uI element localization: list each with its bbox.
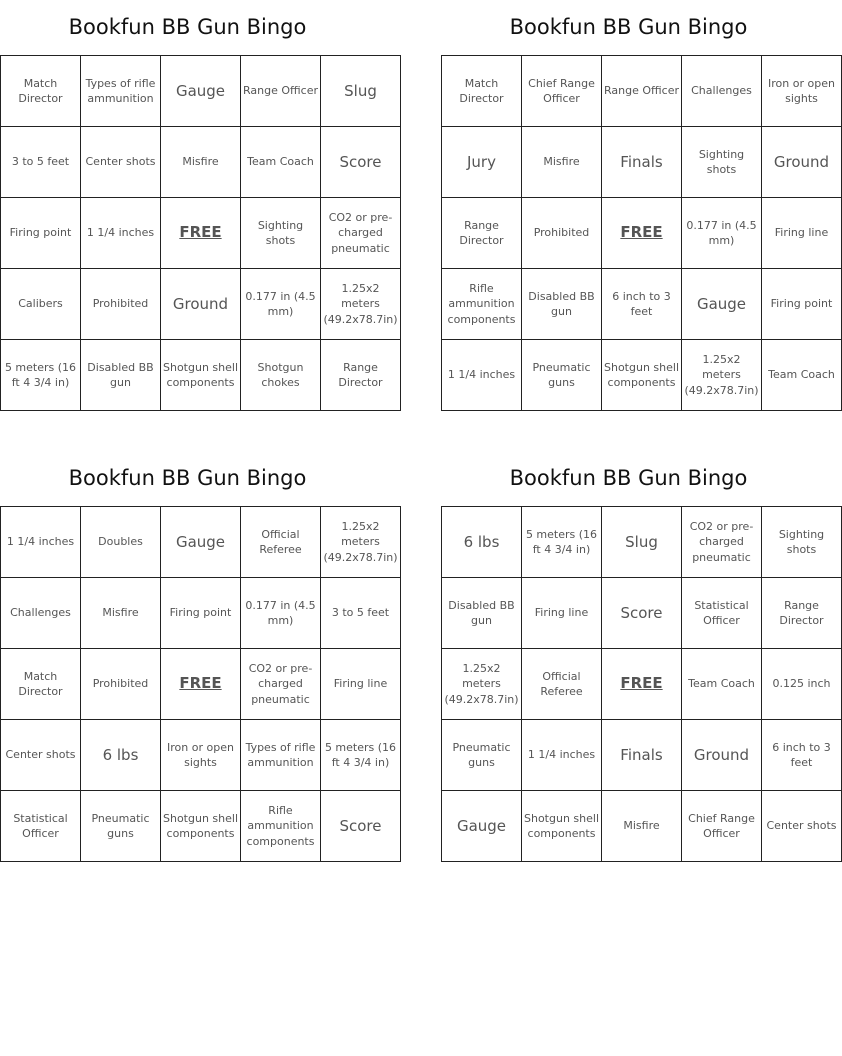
bingo-cell: CO2 or pre-charged pneumatic <box>241 649 321 720</box>
bingo-cell: Challenges <box>1 578 81 649</box>
card-title: Bookfun BB Gun Bingo <box>509 466 748 490</box>
bingo-cell: Gauge <box>161 507 241 578</box>
bingo-grid <box>441 506 842 862</box>
grid-row <box>1 507 401 578</box>
bingo-cell: Shotgun shell components <box>161 340 241 411</box>
bingo-cell: Types of rifle ammunition <box>81 56 161 127</box>
bingo-cell: Doubles <box>81 507 161 578</box>
bingo-cell: Center shots <box>1 720 81 791</box>
bingo-cell: Range Director <box>762 578 842 649</box>
bingo-cell: Match Director <box>1 56 81 127</box>
bingo-cell: 1.25x2 meters (49.2x78.7in) <box>442 649 522 720</box>
bingo-cell: Pneumatic guns <box>81 791 161 862</box>
bingo-cell: 3 to 5 feet <box>1 127 81 198</box>
grid-row <box>442 578 842 649</box>
free-space: FREE <box>602 649 682 720</box>
bingo-cell: Team Coach <box>762 340 842 411</box>
grid-row <box>442 269 842 340</box>
bingo-cell: Gauge <box>161 56 241 127</box>
grid-row <box>442 340 842 411</box>
bingo-cell: Misfire <box>81 578 161 649</box>
bingo-cell: Iron or open sights <box>762 56 842 127</box>
grid-row <box>442 791 842 862</box>
bingo-cell: Jury <box>442 127 522 198</box>
free-space: FREE <box>161 198 241 269</box>
bingo-cell: Misfire <box>602 791 682 862</box>
bingo-cell: Slug <box>321 56 401 127</box>
bingo-cell: Official Referee <box>522 649 602 720</box>
bingo-cell: 1 1/4 inches <box>522 720 602 791</box>
bingo-cell: 1 1/4 inches <box>1 507 81 578</box>
bingo-cell: Range Director <box>321 340 401 411</box>
free-space: FREE <box>161 649 241 720</box>
grid-row <box>1 56 401 127</box>
bingo-cell: Score <box>602 578 682 649</box>
bingo-cell: Prohibited <box>81 269 161 340</box>
grid-row <box>442 720 842 791</box>
bingo-cell: Firing point <box>161 578 241 649</box>
card-title: Bookfun BB Gun Bingo <box>68 466 307 490</box>
bingo-cell: Misfire <box>522 127 602 198</box>
bingo-cell: Statistical Officer <box>682 578 762 649</box>
bingo-cell: 1 1/4 inches <box>442 340 522 411</box>
bingo-cell: 3 to 5 feet <box>321 578 401 649</box>
bingo-cell: Challenges <box>682 56 762 127</box>
bingo-cell: Disabled BB gun <box>81 340 161 411</box>
bingo-cell: 5 meters (16 ft 4 3/4 in) <box>522 507 602 578</box>
bingo-cell: 0.177 in (4.5 mm) <box>682 198 762 269</box>
grid-row <box>1 127 401 198</box>
grid-row <box>442 56 842 127</box>
bingo-cell: Rifle ammunition components <box>442 269 522 340</box>
grid-row <box>1 791 401 862</box>
grid-row <box>442 127 842 198</box>
bingo-cell: Score <box>321 127 401 198</box>
card-title: Bookfun BB Gun Bingo <box>68 15 307 39</box>
bingo-cell: CO2 or pre-charged pneumatic <box>682 507 762 578</box>
bingo-cell: Range Director <box>442 198 522 269</box>
bingo-cell: Ground <box>161 269 241 340</box>
bingo-cell: 1.25x2 meters (49.2x78.7in) <box>321 269 401 340</box>
grid-row <box>1 198 401 269</box>
bingo-grid <box>0 55 401 411</box>
bingo-cell: Firing line <box>321 649 401 720</box>
bingo-cell: Prohibited <box>81 649 161 720</box>
bingo-grid <box>0 506 401 862</box>
free-space: FREE <box>602 198 682 269</box>
bingo-cell: Range Officer <box>241 56 321 127</box>
bingo-cell: Ground <box>682 720 762 791</box>
bingo-cell: 6 lbs <box>442 507 522 578</box>
bingo-cell: 6 inch to 3 feet <box>762 720 842 791</box>
bingo-cell: Chief Range Officer <box>682 791 762 862</box>
bingo-cell: Firing line <box>762 198 842 269</box>
bingo-cell: Shotgun shell components <box>161 791 241 862</box>
bingo-cell: 0.125 inch <box>762 649 842 720</box>
bingo-cell: Match Director <box>442 56 522 127</box>
bingo-cell: Sighting shots <box>682 127 762 198</box>
bingo-cell: Chief Range Officer <box>522 56 602 127</box>
bingo-cell: 1.25x2 meters (49.2x78.7in) <box>682 340 762 411</box>
bingo-cell: Gauge <box>442 791 522 862</box>
bingo-cell: Statistical Officer <box>1 791 81 862</box>
bingo-cell: Sighting shots <box>762 507 842 578</box>
bingo-cell: Firing line <box>522 578 602 649</box>
card-title: Bookfun BB Gun Bingo <box>509 15 748 39</box>
bingo-cell: Team Coach <box>241 127 321 198</box>
bingo-cell: Shotgun shell components <box>602 340 682 411</box>
bingo-cell: Disabled BB gun <box>522 269 602 340</box>
bingo-cell: Team Coach <box>682 649 762 720</box>
bingo-cell: CO2 or pre-charged pneumatic <box>321 198 401 269</box>
bingo-cell: Range Officer <box>602 56 682 127</box>
bingo-grid <box>441 55 842 411</box>
bingo-cell: Shotgun shell components <box>522 791 602 862</box>
bingo-cell: Pneumatic guns <box>522 340 602 411</box>
grid-row <box>1 720 401 791</box>
bingo-cell: Official Referee <box>241 507 321 578</box>
bingo-cell: Calibers <box>1 269 81 340</box>
bingo-cell: Firing point <box>762 269 842 340</box>
bingo-cell: Ground <box>762 127 842 198</box>
bingo-cell: Disabled BB gun <box>442 578 522 649</box>
bingo-cell: 6 lbs <box>81 720 161 791</box>
bingo-cell: Rifle ammunition components <box>241 791 321 862</box>
bingo-cell: Center shots <box>762 791 842 862</box>
grid-row <box>1 649 401 720</box>
grid-row <box>442 198 842 269</box>
grid-row <box>442 649 842 720</box>
grid-row <box>1 578 401 649</box>
bingo-cell: Misfire <box>161 127 241 198</box>
bingo-cell: 1.25x2 meters (49.2x78.7in) <box>321 507 401 578</box>
bingo-cell: Sighting shots <box>241 198 321 269</box>
bingo-cell: Prohibited <box>522 198 602 269</box>
bingo-cell: Finals <box>602 127 682 198</box>
bingo-cell: Center shots <box>81 127 161 198</box>
bingo-cell: Shotgun chokes <box>241 340 321 411</box>
grid-row <box>1 340 401 411</box>
bingo-cell: Iron or open sights <box>161 720 241 791</box>
grid-row <box>1 269 401 340</box>
bingo-cell: Pneumatic guns <box>442 720 522 791</box>
grid-row <box>442 507 842 578</box>
bingo-cell: 1 1/4 inches <box>81 198 161 269</box>
bingo-cell: Slug <box>602 507 682 578</box>
bingo-cell: Match Director <box>1 649 81 720</box>
bingo-cell: Score <box>321 791 401 862</box>
bingo-cell: Types of rifle ammunition <box>241 720 321 791</box>
bingo-cell: 5 meters (16 ft 4 3/4 in) <box>1 340 81 411</box>
bingo-cell: 0.177 in (4.5 mm) <box>241 578 321 649</box>
bingo-cell: 6 inch to 3 feet <box>602 269 682 340</box>
bingo-cell: Finals <box>602 720 682 791</box>
bingo-cell: Gauge <box>682 269 762 340</box>
bingo-cell: 5 meters (16 ft 4 3/4 in) <box>321 720 401 791</box>
bingo-cell: 0.177 in (4.5 mm) <box>241 269 321 340</box>
bingo-cell: Firing point <box>1 198 81 269</box>
